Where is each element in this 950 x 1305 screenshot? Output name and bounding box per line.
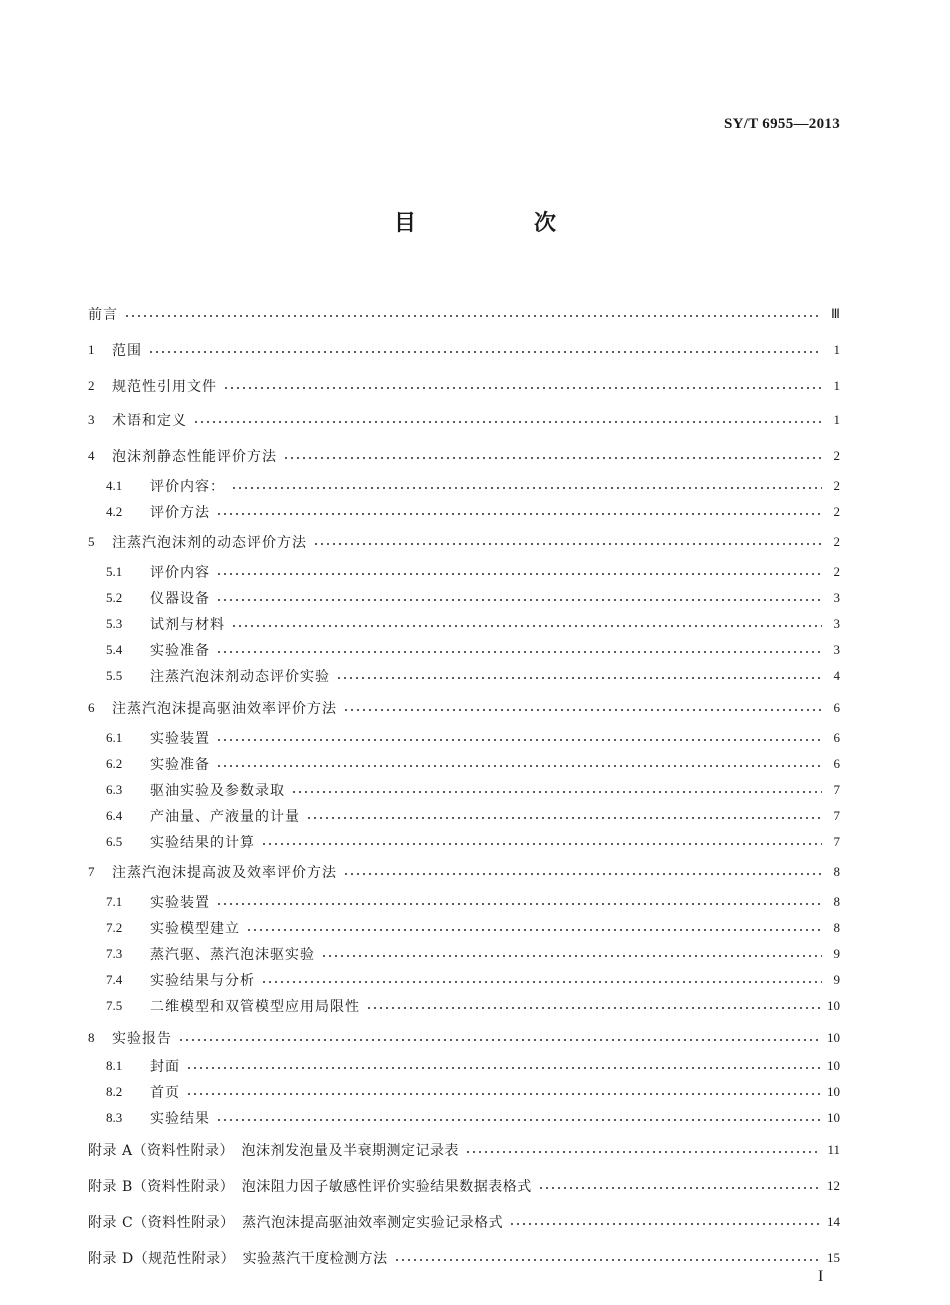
toc-entry-label: 术语和定义: [112, 413, 187, 429]
toc-entry-label: 实验装置: [150, 895, 210, 911]
toc-entry-label: 附录 D（规范性附录） 实验蒸汽干度检测方法: [88, 1251, 388, 1267]
toc-entry-label: 规范性引用文件: [112, 379, 217, 395]
toc-entry[interactable]: [106, 754, 840, 774]
dot-leader: [216, 513, 822, 515]
toc-entry-page: 1: [833, 342, 840, 357]
toc-entry-page: Ⅲ: [831, 306, 840, 321]
toc-entry-page: 7: [833, 808, 840, 823]
toc-entry-number: 3: [88, 412, 95, 427]
toc-entry-label: 评价内容：: [150, 479, 225, 495]
toc-entry-page: 2: [833, 534, 840, 549]
toc-entry-number: 6.2: [106, 756, 123, 771]
dot-leader: [178, 1039, 821, 1041]
toc-entry-page: 12: [827, 1178, 840, 1193]
toc-entry[interactable]: [106, 1108, 840, 1128]
toc-entry[interactable]: [88, 862, 840, 882]
toc-entry-page: 3: [833, 616, 840, 631]
toc-entry-number: 5.3: [106, 616, 123, 631]
toc-entry-label: 蒸汽驱、蒸汽泡沫驱实验: [150, 947, 315, 963]
toc-entry-number: 4.1: [106, 478, 123, 493]
toc-entry-label: 附录 C（资料性附录） 蒸汽泡沫提高驱油效率测定实验记录格式: [88, 1215, 504, 1231]
toc-entry-number: 4.2: [106, 504, 123, 519]
standard-code: SY/T 6955—2013: [723, 116, 840, 132]
toc-entry[interactable]: [106, 1082, 840, 1102]
toc-entry[interactable]: [88, 376, 840, 396]
toc-entry-number: 7.4: [106, 972, 123, 987]
dot-leader: [216, 903, 822, 905]
page-number: I: [818, 1268, 824, 1285]
toc-entry-page: 10: [827, 998, 840, 1013]
dot-leader: [148, 351, 822, 353]
dot-leader: [124, 315, 822, 317]
toc-entry-label: 前言: [88, 307, 118, 323]
dot-leader: [538, 1187, 821, 1189]
toc-entry-page: 8: [833, 894, 840, 909]
toc-entry[interactable]: [106, 832, 840, 852]
toc-entry-number: 5.4: [106, 642, 123, 657]
toc-entry-page: 2: [833, 478, 840, 493]
dot-leader: [394, 1259, 821, 1261]
toc-entry-label: 试剂与材料: [150, 617, 225, 633]
dot-leader: [231, 487, 822, 489]
toc-entry[interactable]: [106, 944, 840, 964]
toc-entry-page: 3: [833, 642, 840, 657]
toc-entry[interactable]: [88, 446, 840, 466]
toc-entry-label: 实验准备: [150, 643, 210, 659]
toc-entry[interactable]: [106, 666, 840, 686]
dot-leader: [246, 929, 822, 931]
toc-entry-number: 7: [88, 864, 95, 879]
dot-leader: [231, 625, 822, 627]
toc-entry-page: 7: [833, 782, 840, 797]
dot-leader: [343, 709, 822, 711]
toc-entry-label: 实验装置: [150, 731, 210, 747]
toc-entry-page: 8: [833, 920, 840, 935]
toc-entry[interactable]: [88, 1028, 840, 1048]
toc-entry-number: 5.5: [106, 668, 123, 683]
toc-entry[interactable]: [88, 340, 840, 360]
toc-entry-page: 2: [833, 448, 840, 463]
toc-entry[interactable]: [106, 614, 840, 634]
toc-entry[interactable]: [88, 532, 840, 552]
dot-leader: [216, 1119, 821, 1121]
toc-entry[interactable]: [106, 806, 840, 826]
toc-entry[interactable]: [106, 892, 840, 912]
toc-entry[interactable]: [106, 1056, 840, 1076]
dot-leader: [216, 573, 822, 575]
toc-entry-page: 1: [833, 412, 840, 427]
toc-entry-label: 附录 B（资料性附录） 泡沫阻力因子敏感性评价实验结果数据表格式: [88, 1179, 532, 1195]
dot-leader: [261, 843, 822, 845]
toc-entry[interactable]: [106, 996, 840, 1016]
dot-leader: [216, 651, 822, 653]
toc-entry-page: 9: [833, 972, 840, 987]
dot-leader: [313, 543, 822, 545]
toc-entry-label: 注蒸汽泡沫剂的动态评价方法: [112, 535, 307, 551]
toc-entry-number: 5: [88, 534, 95, 549]
dot-leader: [465, 1151, 821, 1153]
toc-entry[interactable]: [106, 728, 840, 748]
toc-entry-label: 驱油实验及参数录取: [150, 783, 285, 799]
toc-entry-page: 3: [833, 590, 840, 605]
toc-entry[interactable]: [106, 970, 840, 990]
toc-entry-number: 8.1: [106, 1058, 123, 1073]
toc-entry-page: 8: [833, 864, 840, 879]
toc-entry-number: 6.1: [106, 730, 123, 745]
dot-leader: [186, 1067, 821, 1069]
toc-entry[interactable]: [88, 698, 840, 718]
toc-entry-label: 范围: [112, 343, 142, 359]
toc-entry-page: 10: [827, 1084, 840, 1099]
toc-entry-page: 2: [833, 504, 840, 519]
toc-entry-label: 封面: [150, 1059, 180, 1075]
toc-entry[interactable]: [88, 410, 840, 430]
toc-entry-label: 实验准备: [150, 757, 210, 773]
toc-entry-label: 实验报告: [112, 1031, 172, 1047]
toc-entry[interactable]: [88, 304, 840, 324]
toc-entry[interactable]: [106, 476, 840, 496]
dot-leader: [193, 421, 822, 423]
toc-entry[interactable]: [88, 1248, 840, 1268]
toc-entry-number: 7.5: [106, 998, 123, 1013]
dot-leader: [509, 1223, 821, 1225]
toc-entry-number: 5.1: [106, 564, 123, 579]
toc-entry[interactable]: [106, 640, 840, 660]
toc-entry-number: 6.5: [106, 834, 123, 849]
toc-entry[interactable]: [88, 1140, 840, 1160]
toc-entry-label: 实验结果的计算: [150, 835, 255, 851]
toc-entry-number: 7.1: [106, 894, 123, 909]
toc-entry-number: 6.4: [106, 808, 123, 823]
toc-entry-number: 8: [88, 1030, 95, 1045]
dot-leader: [216, 599, 822, 601]
toc-entry-page: 11: [827, 1142, 840, 1157]
toc-entry-page: 14: [827, 1214, 840, 1229]
toc-entry[interactable]: [88, 1212, 840, 1232]
dot-leader: [343, 873, 822, 875]
toc-entry-label: 附录 A（资料性附录） 泡沫剂发泡量及半衰期测定记录表: [88, 1143, 460, 1159]
toc-entry-label: 产油量、产液量的计量: [150, 809, 300, 825]
toc-entry-page: 1: [833, 378, 840, 393]
toc-entry-label: 评价方法: [150, 505, 210, 521]
dot-leader: [216, 765, 822, 767]
dot-leader: [306, 817, 822, 819]
dot-leader: [261, 981, 822, 983]
toc-entry-page: 10: [827, 1110, 840, 1125]
dot-leader: [223, 387, 822, 389]
toc-entry-number: 2: [88, 378, 95, 393]
toc-entry-label: 二维模型和双管模型应用局限性: [150, 999, 360, 1015]
toc-entry-number: 4: [88, 448, 95, 463]
toc-entry-page: 6: [833, 700, 840, 715]
toc-entry-page: 10: [827, 1058, 840, 1073]
toc-entry-label: 实验结果与分析: [150, 973, 255, 989]
toc-entry-page: 15: [827, 1250, 840, 1265]
dot-leader: [366, 1007, 821, 1009]
toc-entry[interactable]: [106, 588, 840, 608]
toc-entry-number: 8.2: [106, 1084, 123, 1099]
toc-entry-number: 8.3: [106, 1110, 123, 1125]
toc-entry[interactable]: [106, 502, 840, 522]
toc-entry-number: 6: [88, 700, 95, 715]
toc-entry-number: 1: [88, 342, 95, 357]
toc-entry-label: 首页: [150, 1085, 180, 1101]
toc-entry-number: 6.3: [106, 782, 123, 797]
toc-entry-page: 9: [833, 946, 840, 961]
dot-leader: [283, 457, 822, 459]
toc-entry-label: 实验模型建立: [150, 921, 240, 937]
dot-leader: [216, 739, 822, 741]
toc-entry-page: 2: [833, 564, 840, 579]
toc-entry-label: 泡沫剂静态性能评价方法: [112, 449, 277, 465]
toc-entry-number: 7.2: [106, 920, 123, 935]
dot-leader: [321, 955, 822, 957]
toc-entry[interactable]: [106, 918, 840, 938]
toc-entry-label: 仪器设备: [150, 591, 210, 607]
toc-entry[interactable]: [106, 780, 840, 800]
toc-entry-label: 注蒸汽泡沫提高驱油效率评价方法: [112, 701, 337, 717]
toc-entry-label: 评价内容: [150, 565, 210, 581]
toc-entry-page: 7: [833, 834, 840, 849]
toc-entry[interactable]: [88, 1176, 840, 1196]
toc-entry-label: 注蒸汽泡沫提高波及效率评价方法: [112, 865, 337, 881]
dot-leader: [186, 1093, 821, 1095]
dot-leader: [336, 677, 822, 679]
page-title: 目 次: [393, 211, 604, 236]
toc-entry-label: 实验结果: [150, 1111, 210, 1127]
dot-leader: [291, 791, 822, 793]
toc-entry-page: 10: [827, 1030, 840, 1045]
toc-entry-page: 6: [833, 730, 840, 745]
toc-entry-number: 5.2: [106, 590, 123, 605]
toc-entry-page: 6: [833, 756, 840, 771]
toc-entry[interactable]: [106, 562, 840, 582]
toc-entry-label: 注蒸汽泡沫剂动态评价实验: [150, 669, 330, 685]
toc-entry-page: 4: [833, 668, 840, 683]
toc-entry-number: 7.3: [106, 946, 123, 961]
